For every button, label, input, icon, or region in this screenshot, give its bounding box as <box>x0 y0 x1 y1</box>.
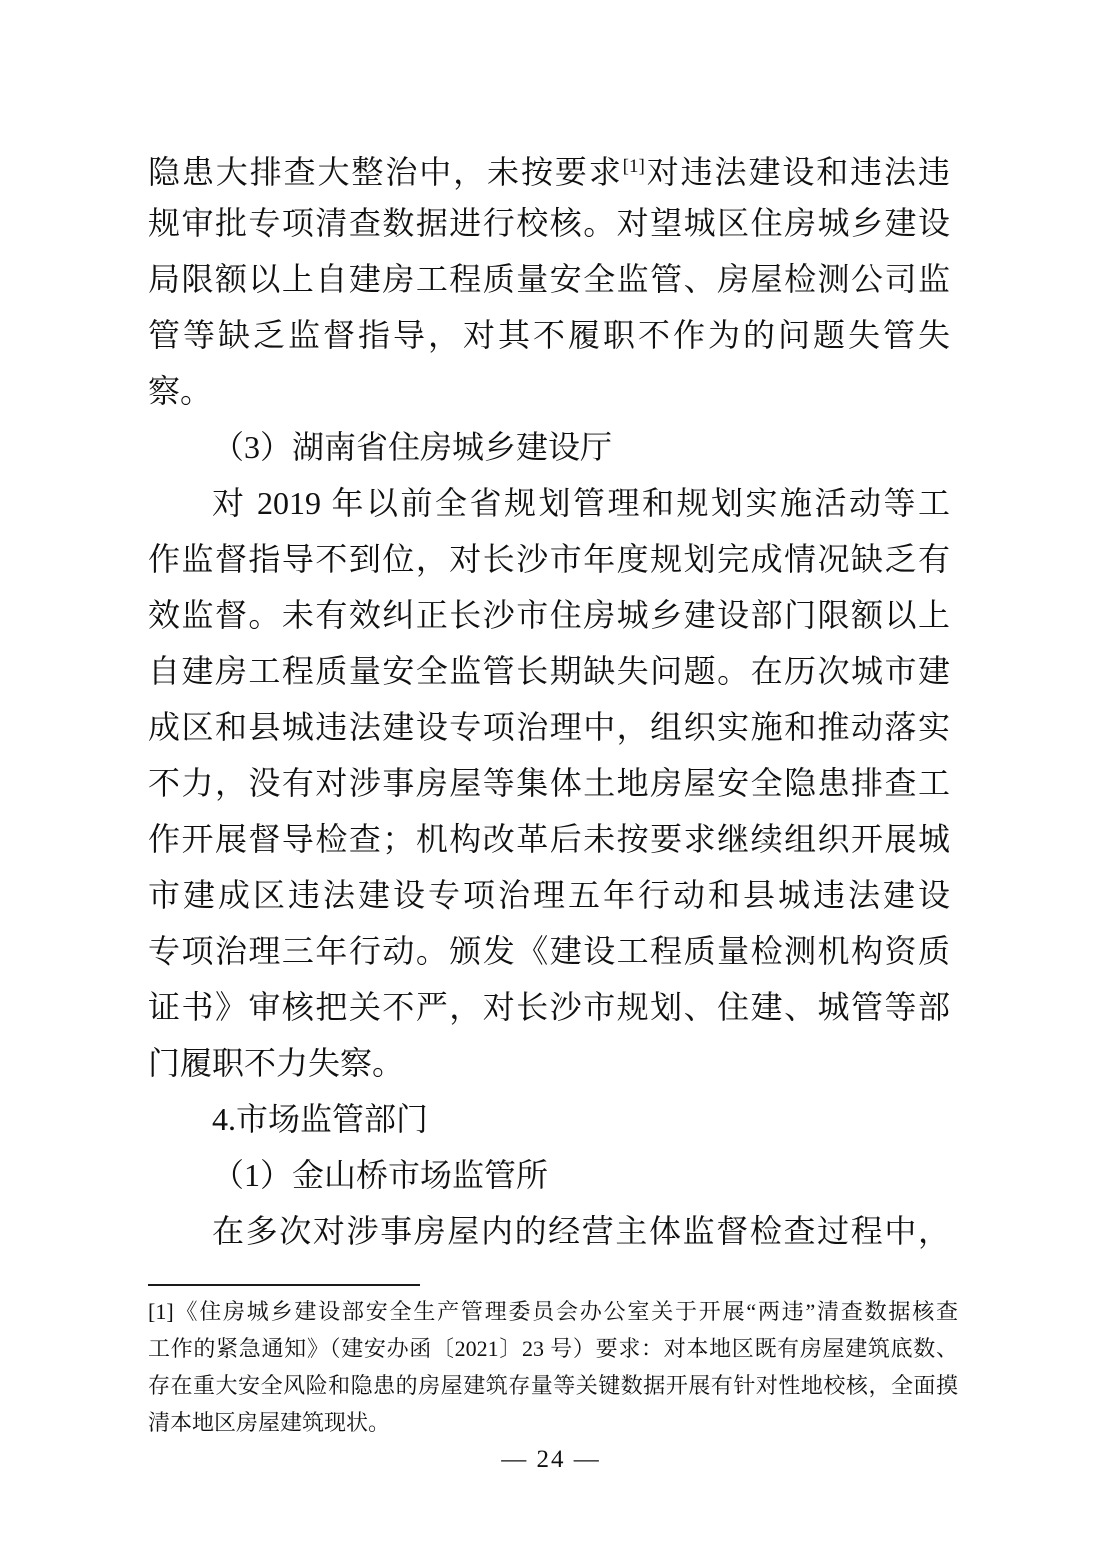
body-line: 对 2019 年以前全省规划管理和规划实施活动等工 <box>212 485 950 521</box>
body-line: 效监督。未有效纠正长沙市住房城乡建设部门限额以上 <box>148 597 950 633</box>
footnote <box>148 1293 958 1441</box>
body-line: 管等缺乏监督指导，对其不履职不作为的问题失管失 <box>148 317 950 353</box>
body-line: 规审批专项清查数据进行校核。对望城区住房城乡建设 <box>148 205 950 241</box>
footnote-ref-marker: [1] <box>622 156 645 177</box>
body-line: 市建成区违法建设专项治理五年行动和县城违法建设 <box>148 877 950 913</box>
body-line: 局限额以上自建房工程质量安全监管、房屋检测公司监 <box>148 261 950 297</box>
body-line: 隐患大排查大整治中，未按要求[1]对违法建设和违法违 <box>148 154 950 190</box>
body-line: （1）金山桥市场监管所 <box>212 1157 549 1193</box>
page-number: — 24 — <box>501 1446 601 1473</box>
body-line: 作监督指导不到位，对长沙市年度规划完成情况缺乏有 <box>148 541 950 577</box>
body-line: 察。 <box>148 373 213 409</box>
body-line: 在多次对涉事房屋内的经营主体监督检查过程中， <box>212 1213 950 1249</box>
body-line: 证书》审核把关不严，对长沙市规划、住建、城管等部 <box>148 989 950 1025</box>
footnote-line: 存在重大安全风险和隐患的房屋建筑存量等关键数据开展有针对性地校核，全面摸 <box>148 1373 958 1398</box>
footnote-line: 清本地区房屋建筑现状。 <box>148 1410 391 1435</box>
footnote-line: 工作的紧急通知》（建安办函〔2021〕23 号）要求：对本地区既有房屋建筑底数、 <box>148 1336 958 1361</box>
body-line: 成区和县城违法建设专项治理中，组织实施和推动落实 <box>148 709 950 745</box>
footnote-separator <box>148 1284 420 1286</box>
body-text <box>148 139 950 1259</box>
body-line: 4.市场监管部门 <box>212 1101 429 1137</box>
body-line: 专项治理三年行动。颁发《建设工程质量检测机构资质 <box>148 933 950 969</box>
body-line: 不力，没有对涉事房屋等集体土地房屋安全隐患排查工 <box>148 765 950 801</box>
body-line: 作开展督导检查；机构改革后未按要求继续组织开展城 <box>148 821 950 857</box>
footnote-line: [1]《住房城乡建设部安全生产管理委员会办公室关于开展“两违”清查数据核查 <box>148 1299 958 1324</box>
body-line: 门履职不力失察。 <box>148 1045 405 1081</box>
body-line: 自建房工程质量安全监管长期缺失问题。在历次城市建 <box>148 653 950 689</box>
body-line: （3）湖南省住房城乡建设厅 <box>212 429 613 465</box>
